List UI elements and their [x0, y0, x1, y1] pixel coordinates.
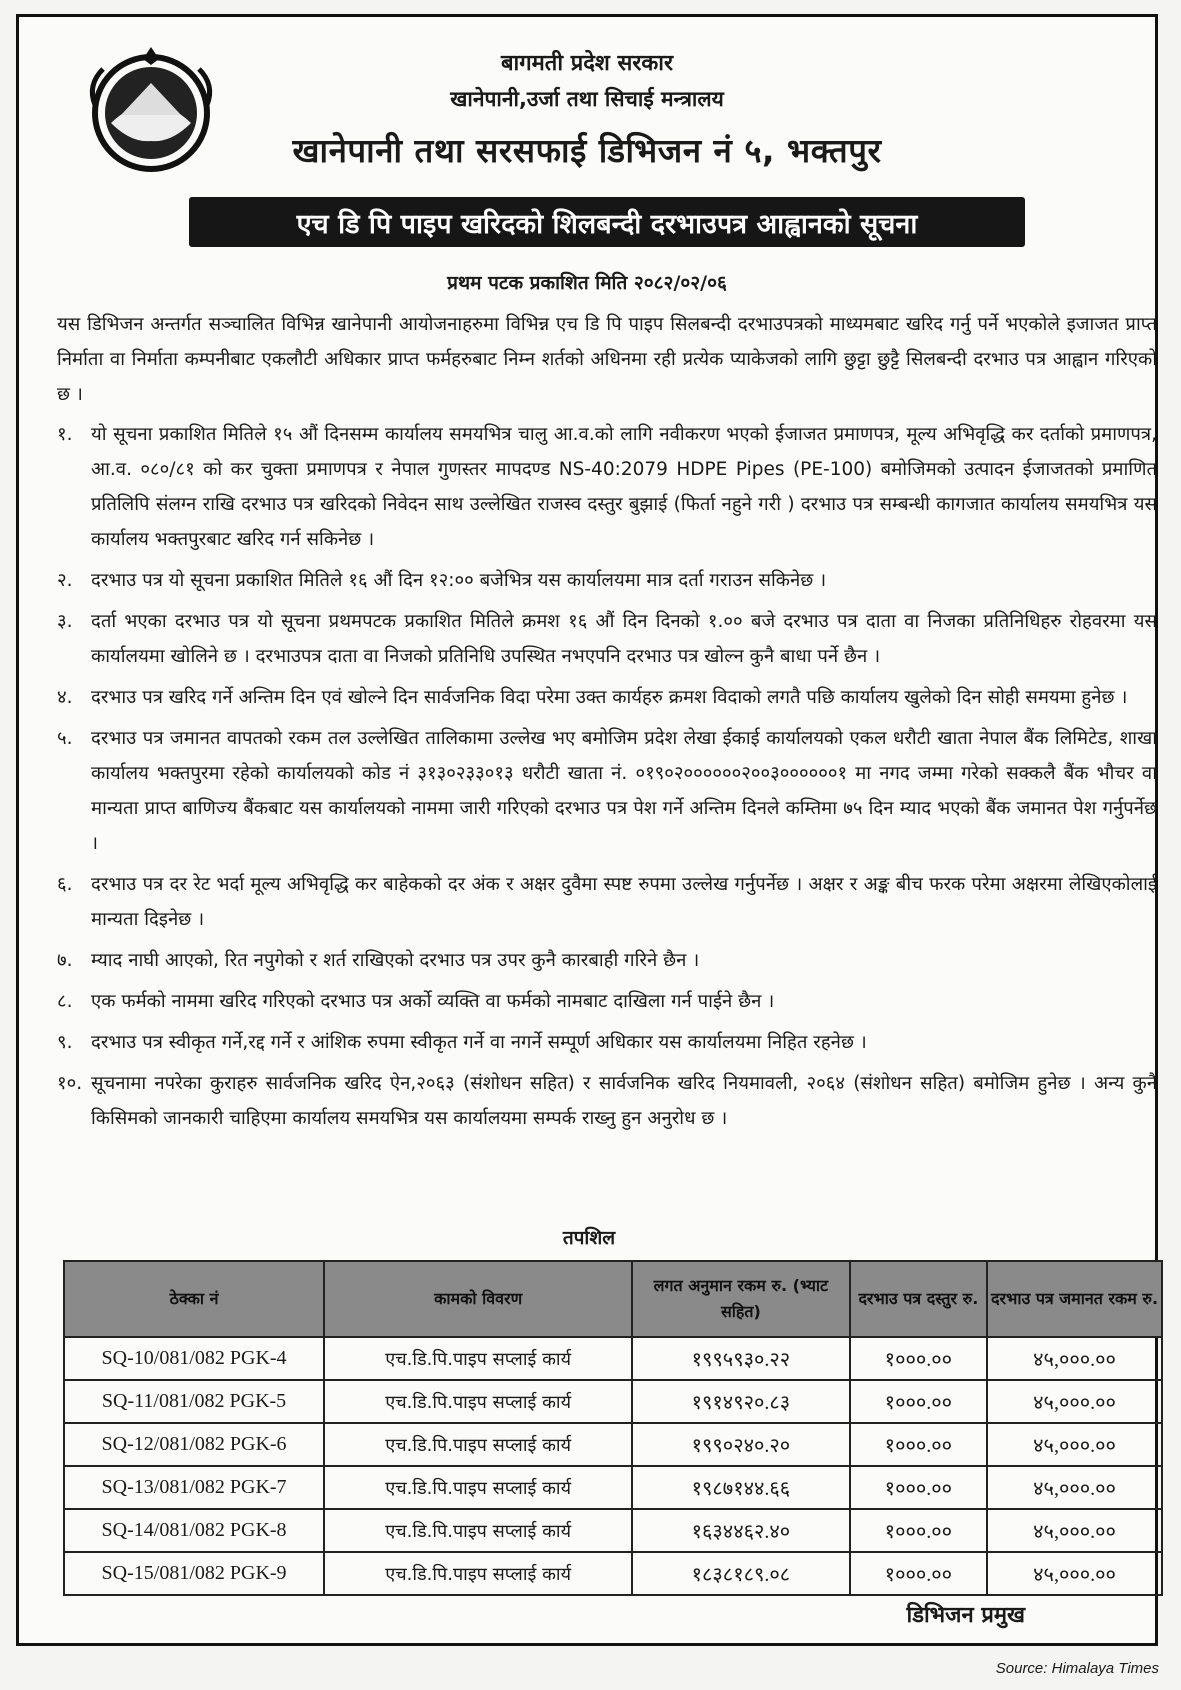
clause-text: दरभाउ पत्र दर रेट भर्दा मूल्य अभिवृद्धि कर बाहेकको दर अंक र अक्षर दुवैमा स्पष्ट रुपमा उल्लेख गर्नुपर्नेछ । अक्षर र अङ्क बीच फरक परेमा अक्षरमा लेखिएकोलाई मान्यता दिइनेछ । [91, 874, 1157, 930]
security-cell: ४५,०००.०० [987, 1466, 1162, 1509]
estimate-cell: १९९५९३०.२२ [632, 1337, 849, 1380]
division-title: खानेपानी तथा सरसफाई डिभिजन नं ५, भक्तपुर [292, 131, 882, 170]
clause-number: ६. [57, 874, 73, 895]
clause-number: ९. [57, 1032, 73, 1053]
notice-banner: एच डि पि पाइप खरिदको शिलबन्दी दरभाउपत्र आह्वानको सूचना [189, 197, 1025, 247]
table-caption: तपशिल [562, 1227, 616, 1249]
work-cell: एच.डि.पि.पाइप सप्लाई कार्य [324, 1466, 632, 1509]
ministry-title: खानेपानी,उर्जा तथा सिचाई मन्त्रालय [450, 87, 724, 111]
clause-item [57, 604, 1157, 674]
fee-cell: १०००.०० [850, 1423, 988, 1466]
clause-text: दर्ता भएका दरभाउ पत्र यो सूचना प्रथमपटक प्रकाशित मितिले क्रमश १६ औं दिन दिनको १.०० बजे दरभाउ पत्र दाता वा निजका प्रतिनिधिहरु रोहवरमा यस कार्यालयमा खोलिने छ । दरभाउपत्र दाता वा निजको प्रतिनिधि उपस्थित नभएपनि दरभाउ पत्र खोल्न कुनै बाधा पर्ने छैन । [91, 611, 1157, 667]
table-row [64, 1423, 1162, 1466]
work-cell: एच.डि.पि.पाइप सप्लाई कार्य [324, 1423, 632, 1466]
fee-cell: १०००.०० [850, 1337, 988, 1380]
clause-number: ५. [57, 728, 73, 749]
clause-number: ७. [57, 950, 73, 971]
contract-no-cell: SQ-15/081/082 PGK-9 [64, 1552, 324, 1595]
clause-item [57, 1025, 1157, 1060]
clause-text: सूचनामा नपरेका कुराहरु सार्वजनिक खरिद ऐन,२०६३ (संशोधन सहित) र सार्वजनिक खरिद नियमावली, २०६४ (संशोधन सहित) बमोजिम हुनेछ । अन्य कुनै किसिमको जानकारी चाहिएमा कार्यालय समयभित्र यस कार्यालयमा सम्पर्क राख्नु हुन अनुरोध छ । [91, 1073, 1157, 1129]
clause-item [57, 984, 1157, 1019]
notice-frame [16, 14, 1158, 1646]
contract-no-cell: SQ-10/081/082 PGK-4 [64, 1337, 324, 1380]
fee-cell: १०००.०० [850, 1552, 988, 1595]
estimate-cell: १९१४९२०.८३ [632, 1380, 849, 1423]
clause-item [57, 721, 1157, 861]
col-estimated-cost: लगत अनुमान रकम रु. (भ्याट सहित) [632, 1261, 849, 1337]
work-cell: एच.डि.पि.पाइप सप्लाई कार्य [324, 1337, 632, 1380]
clause-number: २. [57, 570, 73, 591]
clause-text: दरभाउ पत्र स्वीकृत गर्ने,रद्द गर्ने र आंशिक रुपमा स्वीकृत गर्ने वा नगर्ने सम्पूर्ण अधिकार यस कार्यालयमा निहित रहनेछ । [91, 1032, 867, 1053]
estimate-cell: १८३८१८९.०८ [632, 1552, 849, 1595]
work-cell: एच.डि.पि.पाइप सप्लाई कार्य [324, 1509, 632, 1552]
clause-number: ३. [57, 611, 73, 632]
table-row [64, 1509, 1162, 1552]
security-cell: ४५,०००.०० [987, 1380, 1162, 1423]
security-cell: ४५,०००.०० [987, 1337, 1162, 1380]
clause-item [57, 563, 1157, 598]
contract-no-cell: SQ-12/081/082 PGK-6 [64, 1423, 324, 1466]
work-cell: एच.डि.पि.पाइप सप्लाई कार्य [324, 1552, 632, 1595]
table-row [64, 1466, 1162, 1509]
fee-cell: १०००.०० [850, 1466, 988, 1509]
clause-number: ८. [57, 991, 73, 1012]
contract-schedule-table [63, 1260, 1163, 1596]
col-work-description: कामको विवरण [324, 1261, 632, 1337]
clause-text: म्याद नाघी आएको, रित नपुगेको र शर्त राखिएको दरभाउ पत्र उपर कुनै कारबाही गरिने छैन । [91, 950, 700, 971]
table-header-row [64, 1261, 1162, 1337]
estimate-cell: १९९०२४०.२० [632, 1423, 849, 1466]
signatory-title: डिभिजन प्रमुख [906, 1603, 1025, 1628]
security-cell: ४५,०००.०० [987, 1552, 1162, 1595]
clause-item [57, 417, 1157, 557]
clause-item [57, 943, 1157, 978]
publish-date: प्रथम पटक प्रकाशित मिति २०८२/०२/०६ [447, 272, 727, 294]
table-row [64, 1337, 1162, 1380]
contract-no-cell: SQ-11/081/082 PGK-5 [64, 1380, 324, 1423]
table-row [64, 1552, 1162, 1595]
clause-number: १०. [57, 1073, 83, 1094]
security-cell: ४५,०००.०० [987, 1423, 1162, 1466]
clause-list [57, 417, 1157, 1142]
clause-text: यो सूचना प्रकाशित मितिले १५ औं दिनसम्म कार्यालय समयभित्र चालु आ.व.को लागि नवीकरण भएको ईजाजत प्रमाणपत्र, मूल्य अभिवृद्धि कर दर्ताको प्रमाणपत्र, आ.व. ०८०/८१ को कर चुक्ता प्रमाणपत्र र नेपाल गुणस्तर मापदण्ड NS-40:2079 HDPE Pipes (PE-100) बमोजिमको उत्पादन ईजाजतको प्रमाणित प्रतिलिपि संलग्न राखि दरभाउ पत्र खरिदको निवेदन साथ उल्लेखित राजस्व दस्तुर बुझाई (फिर्ता नहुने गरी ) दरभाउ पत्र सम्बन्धी कागजात कार्यालय समयभित्र यस कार्यालय भक्तपुरबाट खरिद गर्न सकिनेछ । [91, 424, 1157, 550]
clause-item [57, 680, 1157, 715]
clause-text: दरभाउ पत्र यो सूचना प्रकाशित मितिले १६ औं दिन १२:०० बजेभित्र यस कार्यालयमा मात्र दर्ता गराउन सकिनेछ । [91, 570, 827, 591]
security-cell: ४५,०००.०० [987, 1509, 1162, 1552]
work-cell: एच.डि.पि.पाइप सप्लाई कार्य [324, 1380, 632, 1423]
estimate-cell: १९८७१४४.६६ [632, 1466, 849, 1509]
intro-paragraph: यस डिभिजन अन्तर्गत सञ्चालित विभिन्न खानेपानी आयोजनाहरुमा विभिन्न एच डि पि पाइप सिलबन्दी दरभाउपत्रको माध्यमबाट खरिद गर्नु पर्ने भएकोले इजाजत प्राप्त निर्माता वा निर्माता कम्पनीबाट एकलौटी अधिकार प्राप्त फर्महरुबाट निम्न शर्तको अधिनमा रही प्रत्येक प्याकेजको लागि छुट्टा छुट्टै सिलबन्दी दरभाउ पत्र आह्वान गरिएको छ । [57, 314, 1157, 405]
clause-number: १. [57, 424, 73, 445]
clause-number: ४. [57, 687, 73, 708]
contract-no-cell: SQ-13/081/082 PGK-7 [64, 1466, 324, 1509]
clause-text: दरभाउ पत्र जमानत वापतको रकम तल उल्लेखित तालिकामा उल्लेख भए बमोजिम प्रदेश लेखा ईकाई कार्यालयको एकल धरौटी खाता नेपाल बैंक लिमिटेड, शाखा कार्यालय भक्तपुरमा रहेको कार्यालयको कोड नं ३१३०२३३०१३ धरौटी खाता नं. ०१९०२००००००२००३००००००१ मा नगद जम्मा गरेको सक्कलै बैंक भौचर वा मान्यता प्राप्त बाणिज्य बैंकबाट यस कार्यालयको नाममा जारी गरिएको दरभाउ पत्र पेश गर्ने अन्तिम दिनले कम्तिमा ७५ दिन म्याद भएको बैंक जमानत पेश गर्नुपर्नेछ । [91, 728, 1157, 854]
estimate-cell: १६३४४६२.४० [632, 1509, 849, 1552]
clause-item [57, 1066, 1157, 1136]
col-contract-no: ठेक्का नं [64, 1261, 324, 1337]
fee-cell: १०००.०० [850, 1380, 988, 1423]
clause-item [57, 867, 1157, 937]
table-row [64, 1380, 1162, 1423]
contract-no-cell: SQ-14/081/082 PGK-8 [64, 1509, 324, 1552]
source-credit: Source: Himalaya Times [995, 1660, 1159, 1677]
col-bid-fee: दरभाउ पत्र दस्तुर रु. [850, 1261, 988, 1337]
province-govt-title: बागमती प्रदेश सरकार [501, 51, 673, 76]
clause-text: दरभाउ पत्र खरिद गर्ने अन्तिम दिन एवं खोल्ने दिन सार्वजनिक विदा परेमा उक्त कार्यहरु क्रमश विदाको लगतै पछि कार्यालय खुलेको दिन सोही समयमा हुनेछ । [91, 687, 1128, 708]
fee-cell: १०००.०० [850, 1509, 988, 1552]
col-bid-security: दरभाउ पत्र जमानत रकम रु. [987, 1261, 1162, 1337]
clause-text: एक फर्मको नाममा खरिद गरिएको दरभाउ पत्र अर्को व्यक्ति वा फर्मको नामबाट दाखिला गर्न पाईने छैन । [91, 991, 775, 1012]
